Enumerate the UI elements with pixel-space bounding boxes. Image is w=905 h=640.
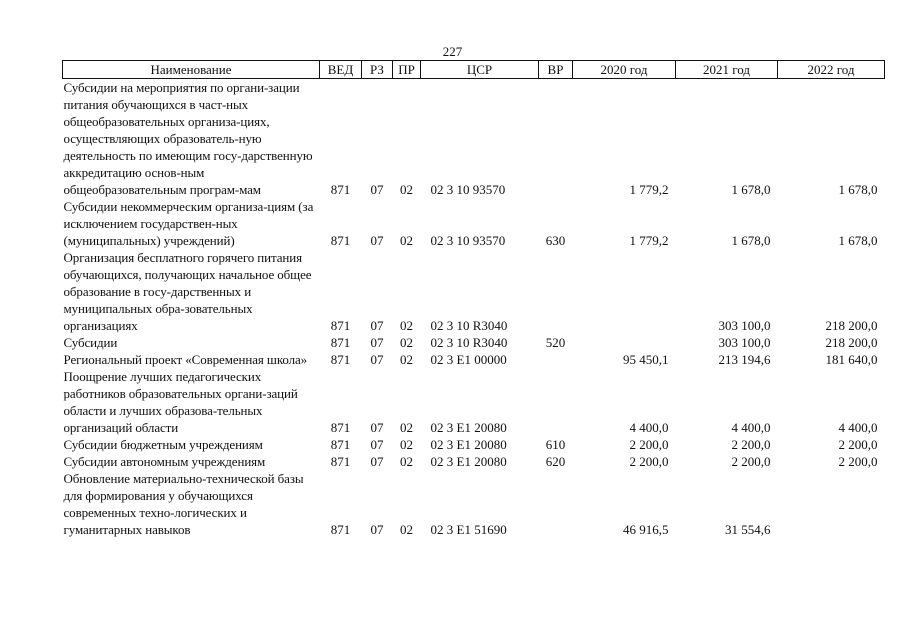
row-2020: 1 779,2 bbox=[629, 233, 669, 248]
row-2022: 1 678,0 bbox=[838, 182, 878, 197]
row-2021: 303 100,0 bbox=[718, 335, 771, 350]
row-vr bbox=[539, 249, 573, 334]
row-name: Обновление материально-технической базы для формирования у обучающихся современных техно-логических и гуманитарных навыков bbox=[63, 471, 304, 537]
row-rz: 07 bbox=[370, 233, 384, 248]
header-pr: ПР bbox=[393, 61, 421, 79]
table-row bbox=[63, 436, 885, 453]
row-2022: 218 200,0 bbox=[825, 335, 878, 350]
row-pr: 02 bbox=[400, 352, 413, 367]
row-csr: 02 3 10 R3040 bbox=[430, 318, 508, 333]
header-2022: 2022 год bbox=[778, 61, 885, 79]
row-2021: 2 200,0 bbox=[731, 437, 771, 452]
row-csr: 02 3 E1 20080 bbox=[430, 454, 507, 469]
header-name: Наименование bbox=[63, 61, 320, 79]
header-vr: ВР bbox=[539, 61, 573, 79]
row-vr: 610 bbox=[545, 437, 566, 452]
row-pr: 02 bbox=[400, 335, 413, 350]
row-csr: 02 3 E1 20080 bbox=[430, 437, 507, 452]
row-pr: 02 bbox=[400, 454, 413, 469]
row-ved: 871 bbox=[330, 318, 351, 333]
row-name: Поощрение лучших педагогических работников образовательных органи-заций области и лучших образова-тельных организаций области bbox=[63, 369, 298, 435]
row-csr: 02 3 E1 20080 bbox=[430, 420, 507, 435]
row-name: Субсидии bbox=[63, 335, 118, 350]
row-vr bbox=[539, 351, 573, 368]
row-ved: 871 bbox=[330, 454, 351, 469]
row-2022: 2 200,0 bbox=[838, 437, 878, 452]
row-2020: 1 779,2 bbox=[629, 182, 669, 197]
row-name: Субсидии на мероприятия по органи-зации питания обучающихся в част-ных общеобразовательных организа-циях, осуществляющих образователь-ную деятельность по имеющим госу-дарственную аккредитацию основ-ным общеобразовательным програм-мам bbox=[63, 80, 313, 197]
row-ved: 871 bbox=[330, 437, 351, 452]
row-ved: 871 bbox=[330, 352, 351, 367]
row-2022: 181 640,0 bbox=[825, 352, 878, 367]
row-2021: 1 678,0 bbox=[731, 233, 771, 248]
row-name: Региональный проект «Современная школа» bbox=[63, 352, 308, 367]
header-2020: 2020 год bbox=[573, 61, 676, 79]
table-row bbox=[63, 351, 885, 368]
row-2020: 46 916,5 bbox=[623, 522, 669, 537]
row-2021: 1 678,0 bbox=[731, 182, 771, 197]
row-name: Субсидии некоммерческим организа-циям (за исключением государствен-ных (муниципальных) учреждений) bbox=[63, 199, 314, 248]
row-2020 bbox=[573, 334, 676, 351]
row-rz: 07 bbox=[370, 318, 384, 333]
row-name: Организация бесплатного горячего питания обучающихся, получающих начальное общее образование в госу-дарственных и муниципальных обра-зовательных организациях bbox=[63, 250, 312, 333]
row-rz: 07 bbox=[370, 335, 384, 350]
table-row bbox=[63, 453, 885, 470]
row-vr: 630 bbox=[545, 233, 566, 248]
row-2021: 303 100,0 bbox=[718, 318, 771, 333]
table-row bbox=[63, 334, 885, 351]
row-pr: 02 bbox=[400, 437, 413, 452]
row-pr: 02 bbox=[400, 182, 413, 197]
row-ved: 871 bbox=[330, 420, 351, 435]
table-row bbox=[63, 470, 885, 538]
header-rz: РЗ bbox=[362, 61, 393, 79]
table-row bbox=[63, 79, 885, 199]
row-2022: 2 200,0 bbox=[838, 454, 878, 469]
row-pr: 02 bbox=[400, 318, 413, 333]
row-2020: 2 200,0 bbox=[629, 437, 669, 452]
row-rz: 07 bbox=[370, 420, 384, 435]
header-ved: ВЕД bbox=[320, 61, 362, 79]
row-ved: 871 bbox=[330, 233, 351, 248]
row-csr: 02 3 10 93570 bbox=[430, 182, 506, 197]
row-rz: 07 bbox=[370, 454, 384, 469]
table-row bbox=[63, 368, 885, 436]
row-ved: 871 bbox=[330, 182, 351, 197]
row-ved: 871 bbox=[330, 335, 351, 350]
row-2020 bbox=[573, 249, 676, 334]
table-row bbox=[63, 198, 885, 249]
row-vr bbox=[539, 79, 573, 199]
row-vr bbox=[539, 470, 573, 538]
row-vr: 520 bbox=[545, 335, 566, 350]
row-csr: 02 3 10 93570 bbox=[430, 233, 506, 248]
row-rz: 07 bbox=[370, 182, 384, 197]
budget-table bbox=[62, 60, 885, 538]
row-pr: 02 bbox=[400, 420, 413, 435]
row-ved: 871 bbox=[330, 522, 351, 537]
header-2021: 2021 год bbox=[676, 61, 778, 79]
row-2022 bbox=[778, 470, 885, 538]
row-csr: 02 3 E1 00000 bbox=[430, 352, 507, 367]
row-2020: 95 450,1 bbox=[623, 352, 669, 367]
row-pr: 02 bbox=[400, 522, 413, 537]
row-2020: 4 400,0 bbox=[629, 420, 669, 435]
page-number: 227 bbox=[442, 44, 463, 59]
row-2021: 31 554,6 bbox=[725, 522, 771, 537]
row-vr bbox=[539, 368, 573, 436]
row-2022: 4 400,0 bbox=[838, 420, 878, 435]
row-rz: 07 bbox=[370, 522, 384, 537]
row-2022: 1 678,0 bbox=[838, 233, 878, 248]
row-pr: 02 bbox=[400, 233, 413, 248]
row-2020: 2 200,0 bbox=[629, 454, 669, 469]
row-name: Субсидии бюджетным учреждениям bbox=[63, 437, 263, 452]
row-name: Субсидии автономным учреждениям bbox=[63, 454, 266, 469]
row-rz: 07 bbox=[370, 437, 384, 452]
header-csr: ЦСР bbox=[421, 61, 539, 79]
row-vr: 620 bbox=[545, 454, 566, 469]
row-2021: 2 200,0 bbox=[731, 454, 771, 469]
row-csr: 02 3 E1 51690 bbox=[430, 522, 507, 537]
table-header-row bbox=[63, 61, 885, 79]
row-rz: 07 bbox=[370, 352, 384, 367]
table-row bbox=[63, 249, 885, 334]
row-csr: 02 3 10 R3040 bbox=[430, 335, 508, 350]
row-2021: 213 194,6 bbox=[718, 352, 771, 367]
row-2022: 218 200,0 bbox=[825, 318, 878, 333]
row-2021: 4 400,0 bbox=[731, 420, 771, 435]
